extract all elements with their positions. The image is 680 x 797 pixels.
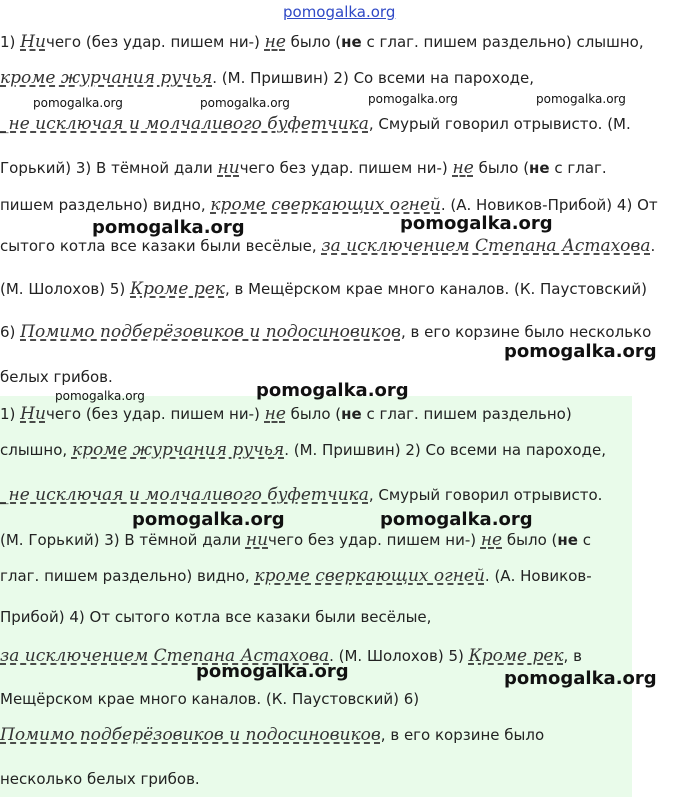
text-line (0, 725, 544, 745)
text-fragment: несколько белых грибов. (0, 770, 200, 788)
text-fragment: чего без удар. пишем ни-) (268, 531, 481, 549)
text-fragment: . (М. Пришвин) 2) Со всеми на пароходе, (284, 441, 606, 459)
watermark: pomogalka.org (504, 668, 657, 689)
text-fragment: Прибой) 4) От сытого котла все казаки были весёлые, (0, 608, 432, 626)
watermark: pomogalka.org (536, 92, 626, 106)
text-fragment: 1) (0, 405, 21, 423)
text-fragment: глаг. пишем раздельно) видно, (0, 567, 255, 585)
text-line (0, 114, 631, 134)
text-line (0, 158, 607, 178)
text-fragment: . (М. Пришвин) 2) Со всеми на пароходе, (212, 69, 535, 87)
text-line (0, 530, 591, 550)
text-line (0, 195, 658, 215)
text-fragment: было ( (285, 33, 342, 51)
text-fragment: , в (563, 647, 582, 665)
text-line (0, 368, 113, 386)
handwritten-phrase: не (452, 158, 474, 178)
text-fragment: , в Мещёрском крае много каналов. (К. Паустовский) (224, 280, 648, 298)
text-line (0, 236, 655, 256)
text-fragment: пишем раздельно) видно, (0, 196, 211, 214)
text-fragment: , Смурый говорил отрывисто. (368, 486, 603, 504)
text-fragment: сытого котла все казаки были весёлые, (0, 237, 322, 255)
handwritten-phrase: _не исключая и молчаливого буфетчика (0, 114, 369, 134)
text-fragment: с глаг. пишем раздельно) (361, 405, 572, 423)
handwritten-phrase: кроме сверкающих огней (254, 566, 485, 586)
text-fragment: , Смурый говорил отрывисто. (М. (368, 115, 631, 133)
text-fragment: слышно, (0, 441, 72, 459)
text-fragment: 1) (0, 33, 21, 51)
text-fragment: чего (без удар. пишем ни-) (45, 33, 265, 51)
handwritten-phrase: кроме сверкающих огней (210, 195, 441, 215)
watermark: pomogalka.org (504, 341, 657, 362)
handwritten-phrase: кроме журчания ручья (0, 68, 213, 88)
handwritten-phrase: за исключением Степана Астахова (321, 236, 651, 256)
text-fragment: чего без удар. пишем ни-) (239, 159, 453, 177)
text-line (0, 440, 606, 460)
handwritten-phrase: Кроме рек (130, 279, 225, 299)
watermark-top: pomogalka.org (283, 3, 396, 21)
watermark: pomogalka.org (132, 509, 285, 530)
handwritten-phrase: Помимо подберёзовиков и подосиновиков (20, 322, 401, 342)
watermark: pomogalka.org (55, 389, 145, 403)
handwritten-phrase: ни (217, 158, 240, 178)
text-fragment: белых грибов. (0, 368, 113, 386)
watermark: pomogalka.org (400, 213, 553, 234)
watermark: pomogalka.org (200, 96, 290, 110)
handwritten-phrase: ни (245, 530, 269, 550)
text-line (0, 690, 419, 708)
text-line (0, 68, 534, 88)
watermark: pomogalka.org (256, 380, 409, 401)
text-line (0, 404, 572, 424)
text-fragment: . (А. Новиков- (484, 567, 592, 585)
handwritten-phrase: за исключением Степана Астахова (0, 646, 330, 666)
handwritten-phrase: не (480, 530, 503, 550)
text-fragment: (М. Горький) 3) В тёмной дали (0, 531, 246, 549)
handwritten-phrase: Ни (20, 404, 46, 424)
text-fragment: с (577, 531, 591, 549)
handwritten-phrase: Ни (20, 32, 46, 52)
text-fragment: было ( (285, 405, 342, 423)
text-fragment: с глаг. пишем раздельно) слышно, (361, 33, 644, 51)
handwritten-phrase: не (264, 404, 286, 424)
text-fragment: было ( (502, 531, 558, 549)
text-fragment: , в его корзине было (380, 726, 545, 744)
text-fragment: чего (без удар. пишем ни-) (45, 405, 265, 423)
text-line (0, 32, 644, 52)
text-line (0, 322, 651, 342)
text-fragment: Мещёрском крае много каналов. (К. Паустовский) 6) (0, 690, 420, 708)
watermark: pomogalka.org (368, 92, 458, 106)
text-fragment: , в его корзине было несколько (400, 323, 652, 341)
text-fragment: Горький) 3) В тёмной дали (0, 159, 218, 177)
watermark: pomogalka.org (380, 509, 533, 530)
text-fragment: . (А. Новиков-Прибой) 4) От (440, 196, 658, 214)
text-line (0, 485, 602, 505)
bold-word: не (529, 159, 550, 177)
text-fragment: 6) (0, 323, 21, 341)
handwritten-phrase: кроме журчания ручья (71, 440, 285, 460)
bold-word: не (341, 405, 362, 423)
text-fragment: . (650, 237, 656, 255)
text-fragment: . (М. Шолохов) 5) (329, 647, 469, 665)
bold-word: не (341, 33, 362, 51)
bold-word: не (557, 531, 578, 549)
text-line (0, 608, 431, 626)
text-fragment: с глаг. (549, 159, 607, 177)
watermark: pomogalka.org (92, 217, 245, 238)
text-line (0, 770, 200, 788)
watermark: pomogalka.org (196, 661, 349, 682)
text-fragment: (М. Шолохов) 5) (0, 280, 130, 298)
handwritten-phrase: Помимо подберёзовиков и подосиновиков (0, 725, 381, 745)
watermark: pomogalka.org (33, 96, 123, 110)
text-line (0, 279, 647, 299)
handwritten-phrase: не (264, 32, 286, 52)
handwritten-phrase: Кроме рек (468, 646, 564, 666)
text-line (0, 566, 592, 586)
handwritten-phrase: _не исключая и молчаливого буфетчика (0, 485, 369, 505)
text-fragment: было ( (473, 159, 530, 177)
